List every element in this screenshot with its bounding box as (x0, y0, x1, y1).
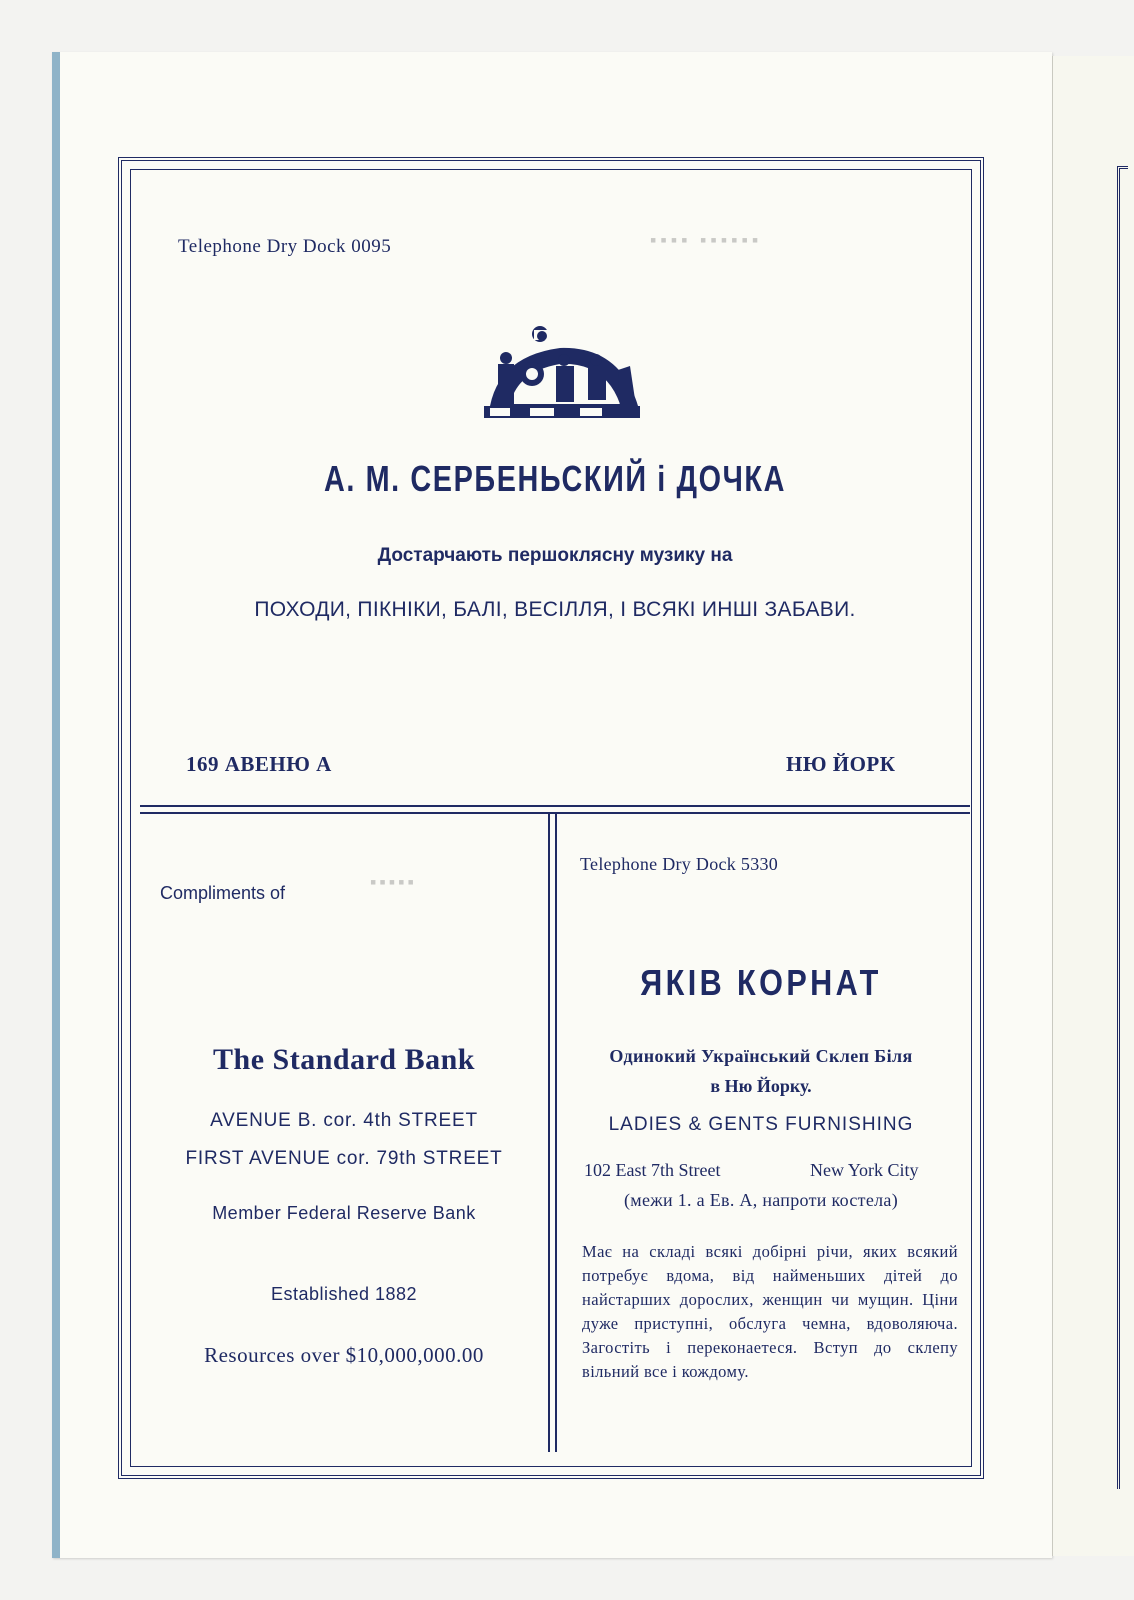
bleed-through-mark: ▪▪▪▪ ▪▪▪▪▪▪ (650, 230, 763, 250)
ad-bank-name: The Standard Bank (213, 1043, 475, 1076)
ad-bank-address-2: FIRST AVENUE cor. 79th STREET (185, 1148, 503, 1169)
ad-bank-member: Member Federal Reserve Bank (212, 1203, 476, 1223)
ad-top-city: НЮ ЙОРК (786, 752, 896, 776)
ad-store-subtitle-1: Одинокий Український Склеп Біля (609, 1046, 913, 1066)
ad-bank-compliments: Compliments of (160, 883, 286, 903)
ad-store-title: ЯКІВ КОРНАТ (640, 962, 882, 1003)
ad-store-ladies: LADIES & GENTS FURNISHING (608, 1114, 914, 1135)
ad-bank-address-1: AVENUE B. cor. 4th STREET (210, 1110, 478, 1131)
ad-store-city: New York City (810, 1160, 919, 1180)
orchestra-illustration-icon (470, 326, 654, 426)
next-page-border (1117, 166, 1128, 1489)
ad-top-subtitle: Достарчають першоклясну музику на (377, 545, 733, 566)
ad-store-subtitle-2: в Ню Йорку. (710, 1076, 812, 1096)
ad-store-phone: Telephone Dry Dock 5330 (580, 854, 779, 874)
ad-store-body: Має на складі всякі добірні річи, яких всякий потребує вдома, від найменьших дітей до найстарших дорослих, женщин чи мущин. Ціни дуже приступні, обслуга чемна, вдоволяюча. Загостіть і переконаетеся. Вступ до склепу вільний все і кождому. (582, 1242, 958, 1381)
next-page-edge (1052, 56, 1134, 1556)
ad-bank-established: Established 1882 (270, 1284, 418, 1304)
ad-top-title: А. М. СЕРБЕНЬСКИЙ і ДОЧКА (323, 458, 787, 499)
ad-store-street: 102 East 7th Street (584, 1160, 721, 1180)
bleed-through-mark: ▪▪▪▪▪ (370, 872, 417, 892)
ad-top-events: ПОХОДИ, ПІКНІКИ, БАЛІ, ВЕСІЛЛЯ, І ВСЯКІ ИНШІ ЗАБАВИ. (254, 598, 856, 621)
ad-top-address: 169 АВЕНЮ А (186, 752, 332, 776)
ad-top-phone: Telephone Dry Dock 0095 (178, 236, 392, 257)
ad-bank-resources: Resources over $10,000,000.00 (204, 1343, 484, 1367)
ad-store-between: (межи 1. а Ев. А, напроти костела) (624, 1190, 898, 1210)
